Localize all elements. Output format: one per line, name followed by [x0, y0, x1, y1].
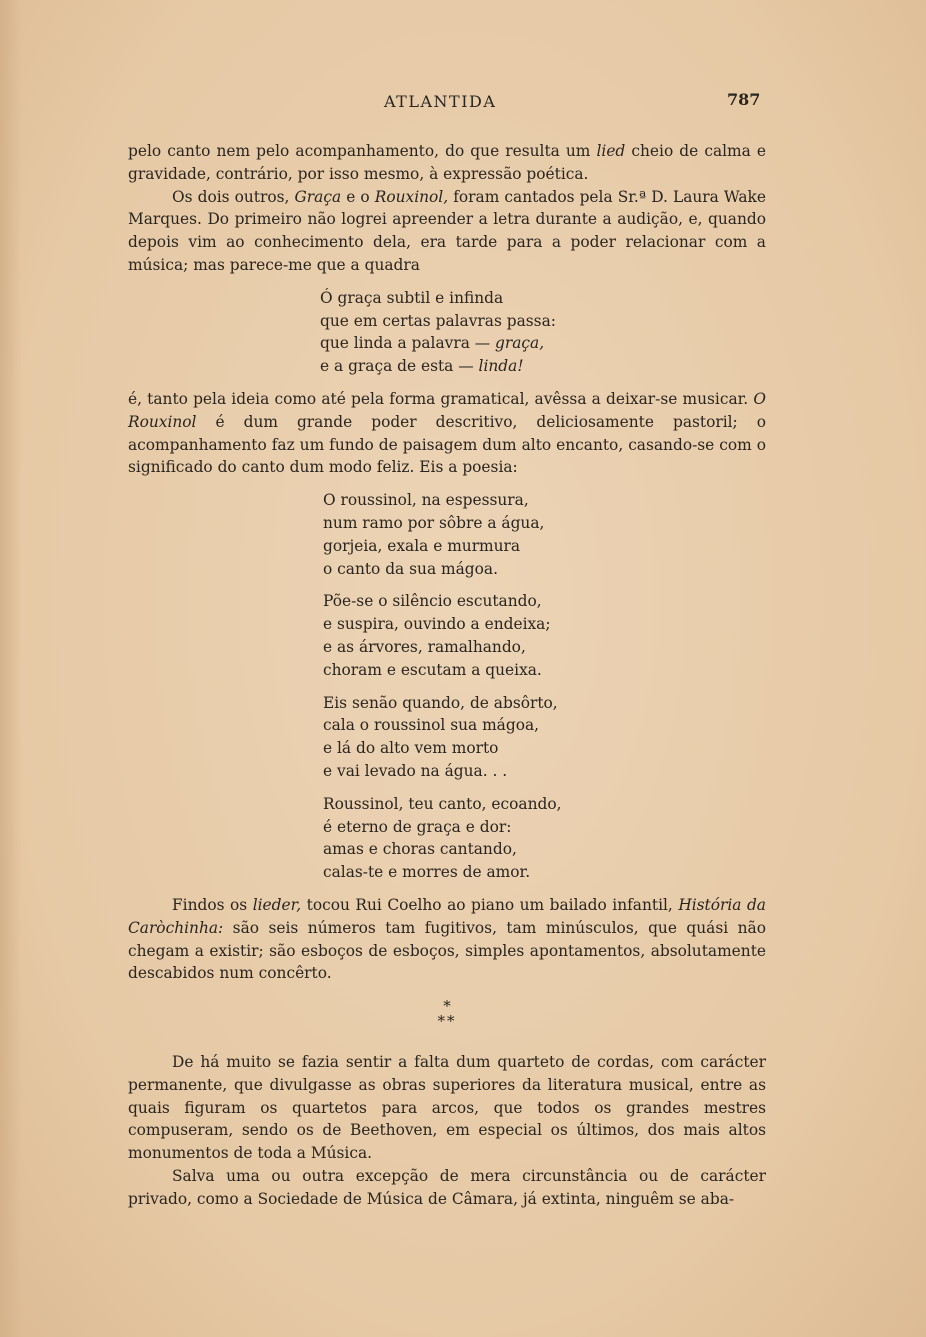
verse-line: que em certas palavras passa:	[320, 311, 556, 330]
section-asterism: * **	[437, 997, 457, 1031]
paragraph: Os dois outros, Graça e o Rouxinol, foram cantados pela Sr.ª D. Laura Wake Marques. Do primeiro não logrei apreender a letra durante a audição, e, quando depois vim ao conhecimento dela, era tarde para a poder relacionar com a música; mas parece-me que a quadra	[128, 187, 766, 274]
poem-stanza	[323, 793, 766, 884]
verse-line: é eterno de graça e dor:	[323, 817, 512, 836]
verse-line: gorjeia, exala e murmura	[323, 536, 521, 555]
verse-line: amas e choras cantando,	[323, 840, 517, 859]
verse-line: Eis senão quando, de absôrto,	[323, 693, 558, 712]
paragraph: Salva uma ou outra excepção de mera circunstância ou de carácter privado, como a Sociedade de Música de Câmara, já extinta, ninguêm se aba-	[128, 1167, 766, 1208]
poem-stanza	[323, 692, 766, 783]
verse-line: choram e escutam a queixa.	[323, 660, 542, 679]
verse-line: O roussinol, na espessura,	[323, 491, 529, 510]
verse-line: Roussinol, teu canto, ecoando,	[323, 794, 562, 813]
verse-line: e suspira, ouvindo a endeixa;	[323, 615, 551, 634]
paragraph: pelo canto nem pelo acompanhamento, do que resulta um lied cheio de calma e gravidade, contrário, por isso mesmo, à expressão poética.	[128, 142, 766, 183]
verse-line: que linda a palavra — graça,	[320, 334, 545, 353]
verse-line: cala o roussinol sua mágoa,	[323, 716, 540, 735]
verse-line: Ó graça subtil e infinda	[320, 288, 504, 307]
paragraph: Findos os lieder, tocou Rui Coelho ao piano um bailado infantil, História da Caròchinha: são seis números tam fugitivos, tam minúsculos, que quási não chegam a existir; são esboços de esboços, simples apontamentos, absolutamente descabidos num concêrto.	[128, 895, 766, 983]
verse-line: Põe-se o silêncio escutando,	[323, 592, 542, 611]
verse-line: num ramo por sôbre a água,	[323, 513, 545, 532]
verse-line: e as árvores, ramalhando,	[323, 637, 526, 656]
running-head: ATLANTIDA	[384, 92, 497, 111]
paragraph: De há muito se fazia sentir a falta dum quarteto de cordas, com carácter permanente, que divulgasse as obras superiores da literatura musical, entre as quais figuram os quartetos para arcos, que todos os grandes mestres compuseram, sendo os de Beethoven, em especial os últimos, dos mais altos monumentos de toda a Música.	[128, 1053, 766, 1163]
verse-line: e vai levado na água. . .	[323, 761, 508, 780]
verse-line: calas-te e morres de amor.	[323, 863, 531, 882]
body-text	[128, 140, 766, 1211]
page-edge-shadow	[0, 0, 22, 1337]
poem-stanza	[323, 489, 766, 580]
verse-line: e lá do alto vem morto	[323, 739, 499, 758]
verse-line: e a graça de esta — linda!	[320, 357, 524, 376]
verse-line: o canto da sua mágoa.	[323, 559, 498, 578]
paragraph: é, tanto pela ideia como até pela forma gramatical, avêssa a deixar-se musicar. O Rouxinol é dum grande poder descritivo, deliciosamente pastoril; o acompanhamento faz um fundo de paisagem dum alto encanto, casando-se com o significado do canto dum modo feliz. Eis a poesia:	[128, 389, 766, 477]
poem-quatrain	[320, 287, 766, 378]
poem-stanza	[323, 590, 766, 681]
page-header	[0, 92, 926, 116]
page-number: 787	[727, 90, 761, 109]
